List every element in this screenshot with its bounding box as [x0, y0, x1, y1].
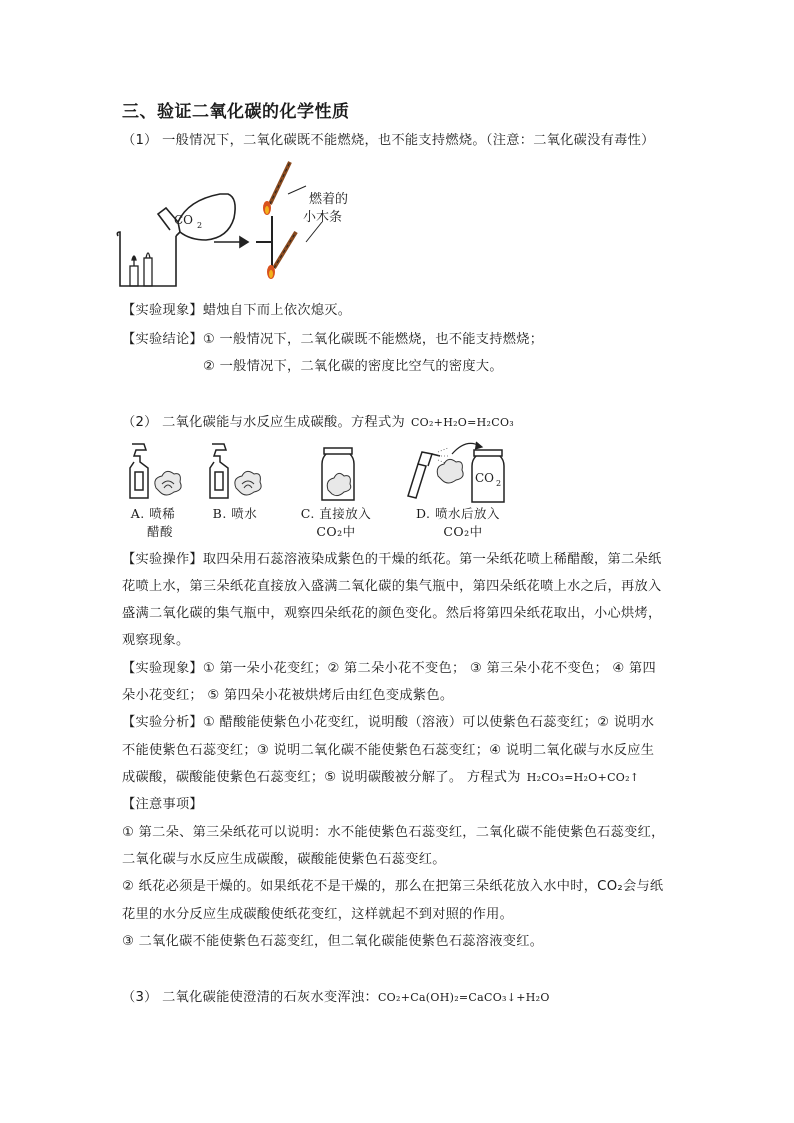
part2-analysis-line1: 【实验分析】① 醋酸能使紫色小花变红，说明酸（溶液）可以使紫色石蕊变红；② 说明水 [122, 715, 655, 730]
part2-analysis-line2: 不能使紫色石蕊变红；③ 说明二氧化碳不能使紫色石蕊变红；④ 说明二氧化碳与水反应生 [122, 743, 655, 758]
part2-analysis-line3: 成碳酸，碳酸能使紫色石蕊变红；⑤ 说明碳酸被分解了。 方程式为 H₂CO₃=H₂O+CO₂↑ [122, 770, 640, 785]
spray-bottle-a-icon [130, 444, 148, 498]
spray-bottle-d-icon [408, 452, 440, 498]
beaker-icon [117, 232, 180, 286]
section-title: 三、验证二氧化碳的化学性质 [122, 102, 350, 122]
part2-analysis-equation: H₂CO₃=H₂O+CO₂↑ [526, 771, 640, 784]
co2-bottle-label: CO [174, 213, 194, 227]
part2-heading: （2） 二氧化碳能与水反应生成碳酸。方程式为 CO₂+H₂O=H₂CO₃ [122, 415, 514, 430]
part2-note-line5: ③ 二氧化碳不能使紫色石蕊变红，但二氧化碳能使紫色石蕊溶液变红。 [122, 934, 544, 949]
part1-phenomenon: 【实验现象】蜡烛自下而上依次熄灭。 [122, 303, 352, 318]
part1-conclusion-1: 【实验结论】① 一般情况下，二氧化碳既不能燃烧，也不能支持燃烧； [122, 332, 544, 347]
paper-flower-c-icon [327, 473, 351, 495]
part3-equation: CO₂+Ca(OH)₂=CaCO₃↓+H₂O [377, 991, 550, 1004]
part3-heading: （3） 二氧化碳能使澄清的石灰水变浑浊：CO₂+Ca(OH)₂=CaCO₃↓+H₂O [122, 990, 550, 1005]
caption-d: D. 喷水后放入 CO₂中 [415, 506, 501, 539]
curved-arrow-icon [452, 442, 482, 454]
arrow-icon [214, 237, 248, 247]
paper-flower-figure [118, 440, 518, 512]
candle-icon [130, 253, 152, 286]
part2-phenomenon-line1: 【实验现象】① 第一朵小花变红；② 第二朵小花不变色； ③ 第三朵小花不变色； ④ 第四 [122, 661, 657, 676]
stick-label-line2: 小木条 [303, 210, 343, 225]
co2-bottle-icon [158, 194, 235, 240]
paper-flower-a-icon [155, 471, 181, 495]
part2-operation-line1: 【实验操作】取四朵用石蕊溶液染成紫色的干燥的纸花。第一朵纸花喷上稀醋酸，第二朵纸 [122, 552, 662, 567]
burning-stick-upper-icon [263, 162, 290, 215]
part2-operation-line4: 观察现象。 [122, 633, 190, 648]
spray-bottle-b-icon [210, 444, 228, 498]
svg-text:2: 2 [496, 479, 502, 488]
part2-operation-line3: 盛满二氧化碳的集气瓶中，观察四朵纸花的颜色变化。然后将第四朵纸花取出，小心烘烤， [122, 606, 662, 621]
part2-note-line3: ② 纸花必须是干燥的。如果纸花不是干燥的，那么在把第三朵纸花放入水中时，CO₂会与纸 [122, 879, 664, 894]
part2-phenomenon-line2: 朵小花变红； ⑤ 第四朵小花被烘烤后由红色变成紫色。 [122, 688, 454, 703]
paper-flower-d-icon [437, 459, 463, 483]
caption-c: C. 直接放入 CO₂中 [300, 506, 372, 539]
part1-conclusion-2: ② 一般情况下，二氧化碳的密度比空气的密度大。 [203, 359, 503, 374]
part1-heading: （1） 一般情况下，二氧化碳既不能燃烧，也不能支持燃烧。（注意：二氧化碳没有毒性） [122, 133, 655, 148]
part2-note-line4: 花里的水分反应生成碳酸使纸花变红，这样就起不到对照的作用。 [122, 907, 514, 922]
part2-notes-title: 【注意事项】 [122, 797, 203, 812]
part2-note-line2: 二氧化碳与水反应生成碳酸，碳酸能使紫色石蕊变红。 [122, 852, 446, 867]
svg-text:2: 2 [197, 221, 203, 230]
t-stand-icon [256, 216, 272, 270]
gas-jar-label: CO [475, 471, 495, 485]
candle-beaker-figure [110, 158, 370, 290]
stick-label-line1: 燃着的 [309, 192, 349, 207]
caption-b: B. 喷水 [212, 506, 258, 521]
part2-equation: CO₂+H₂O=H₂CO₃ [410, 416, 514, 429]
part2-note-line1: ① 第二朵、第三朵纸花可以说明：水不能使紫色石蕊变红，二氧化碳不能使紫色石蕊变红， [122, 825, 665, 840]
part2-operation-line2: 花喷上水，第三朵纸花直接放入盛满二氧化碳的集气瓶中，第四朵纸花喷上水之后，再放入 [122, 579, 662, 594]
paper-flower-b-icon [235, 471, 261, 495]
caption-a: A. 喷稀 醋酸 [130, 506, 176, 539]
